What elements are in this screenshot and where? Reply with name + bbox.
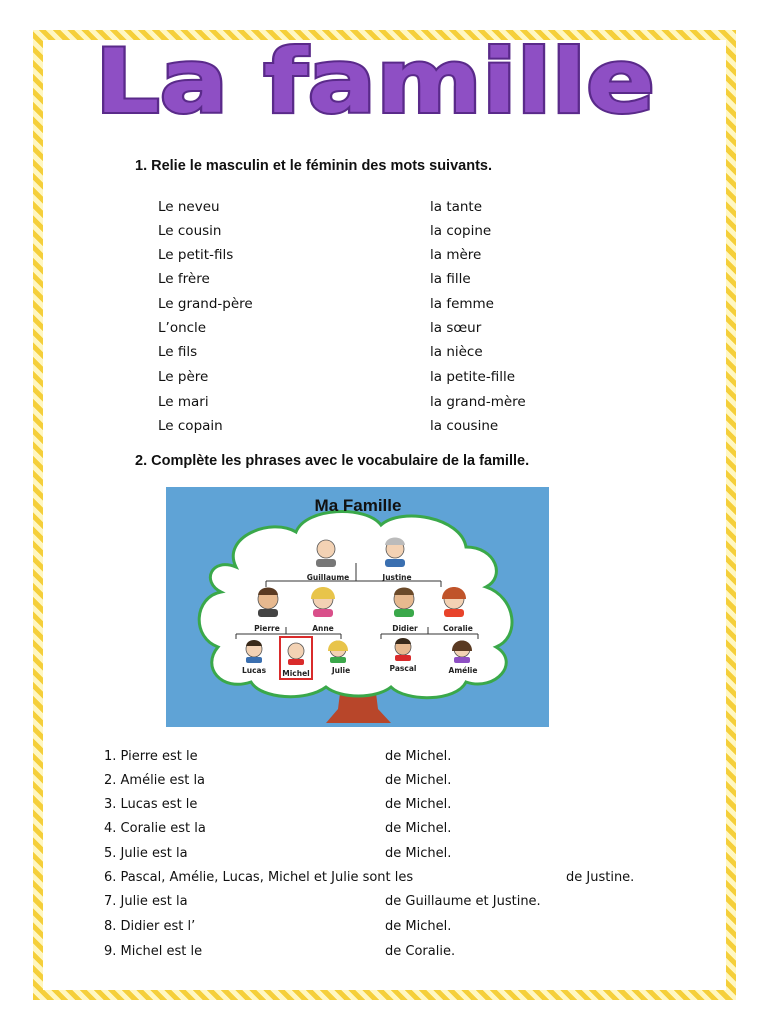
tree-name-label: Amélie: [448, 666, 478, 675]
title-text: La famille: [95, 30, 655, 130]
sentence-end: de Michel.: [385, 773, 452, 788]
exercise2-heading: 2. Complète les phrases avec le vocabulaire de la famille.: [135, 453, 530, 469]
feminine-word[interactable]: la mère: [430, 247, 482, 263]
uncle-face: [394, 588, 414, 618]
aunt-face: [442, 587, 466, 617]
sentence-end: de Michel.: [385, 797, 452, 812]
sentence-end: de Michel.: [385, 821, 452, 836]
sentence-start: 6. Pascal, Amélie, Lucas, Michel et Julie sont les: [104, 870, 414, 885]
masculine-word[interactable]: Le copain: [158, 418, 223, 434]
sentence-start: 4. Coralie est la: [104, 821, 206, 836]
masculine-word[interactable]: L’oncle: [158, 320, 207, 336]
masculine-word[interactable]: Le cousin: [158, 223, 222, 239]
sentence-start: 8. Didier est l’: [104, 919, 196, 934]
sentence-start: 9. Michel est le: [104, 944, 203, 959]
sentence-end: de Michel.: [385, 846, 452, 861]
sentence-end: de Justine.: [566, 870, 635, 885]
tree-title: Ma Famille: [314, 496, 402, 515]
page-title: [90, 30, 660, 130]
feminine-word[interactable]: la tante: [430, 199, 483, 215]
michel-face: [288, 643, 304, 665]
family-tree-image: [166, 487, 549, 727]
tree-name-label: Didier: [392, 624, 418, 633]
father-face: [258, 588, 278, 618]
tree-name-label: Coralie: [443, 624, 473, 633]
sentence-start: 3. Lucas est le: [104, 797, 198, 812]
masculine-word[interactable]: Le frère: [158, 271, 210, 287]
sentence-start: 1. Pierre est le: [104, 749, 198, 764]
tree-name-label: Michel: [282, 669, 310, 678]
feminine-word[interactable]: la copine: [430, 223, 492, 239]
tree-name-label: Justine: [382, 573, 412, 582]
amelie-face: [452, 641, 472, 664]
sentence-end: de Michel.: [385, 749, 452, 764]
julie-face: [328, 641, 348, 664]
masculine-word[interactable]: Le fils: [158, 344, 198, 360]
sentence-end: de Michel.: [385, 919, 452, 934]
mother-face: [311, 587, 335, 617]
pascal-face: [395, 638, 411, 661]
tree-name-label: Julie: [331, 666, 351, 675]
exercise1-heading: 1. Relie le masculin et le féminin des mots suivants.: [135, 158, 492, 174]
masculine-word[interactable]: Le mari: [158, 394, 209, 410]
masculine-word[interactable]: Le grand-père: [158, 296, 253, 312]
feminine-word[interactable]: la sœur: [430, 320, 482, 336]
feminine-word[interactable]: la fille: [430, 271, 471, 287]
tree-name-label: Pascal: [389, 664, 417, 673]
masculine-word[interactable]: Le petit-fils: [158, 247, 234, 263]
sentence-start: 5. Julie est la: [104, 846, 188, 861]
tree-name-label: Anne: [312, 624, 334, 633]
cousin-lucas-face: [246, 640, 262, 663]
sentence-start: 7. Julie est la: [104, 894, 188, 909]
feminine-word[interactable]: la petite-fille: [430, 369, 516, 385]
masculine-word[interactable]: Le père: [158, 369, 209, 385]
feminine-word[interactable]: la nièce: [430, 344, 483, 360]
feminine-word[interactable]: la femme: [430, 296, 494, 312]
sentence-end: de Guillaume et Justine.: [385, 894, 541, 909]
grandfather-face: [316, 540, 336, 567]
feminine-word[interactable]: la grand-mère: [430, 394, 526, 410]
masculine-word[interactable]: Le neveu: [158, 199, 220, 215]
sentence-end: de Coralie.: [385, 944, 456, 959]
sentence-start: 2. Amélie est la: [104, 773, 206, 788]
grandmother-face: [385, 538, 405, 568]
feminine-word[interactable]: la cousine: [430, 418, 499, 434]
tree-name-label: Lucas: [241, 666, 267, 675]
tree-name-label: Guillaume: [306, 573, 350, 582]
tree-name-label: Pierre: [254, 624, 280, 633]
